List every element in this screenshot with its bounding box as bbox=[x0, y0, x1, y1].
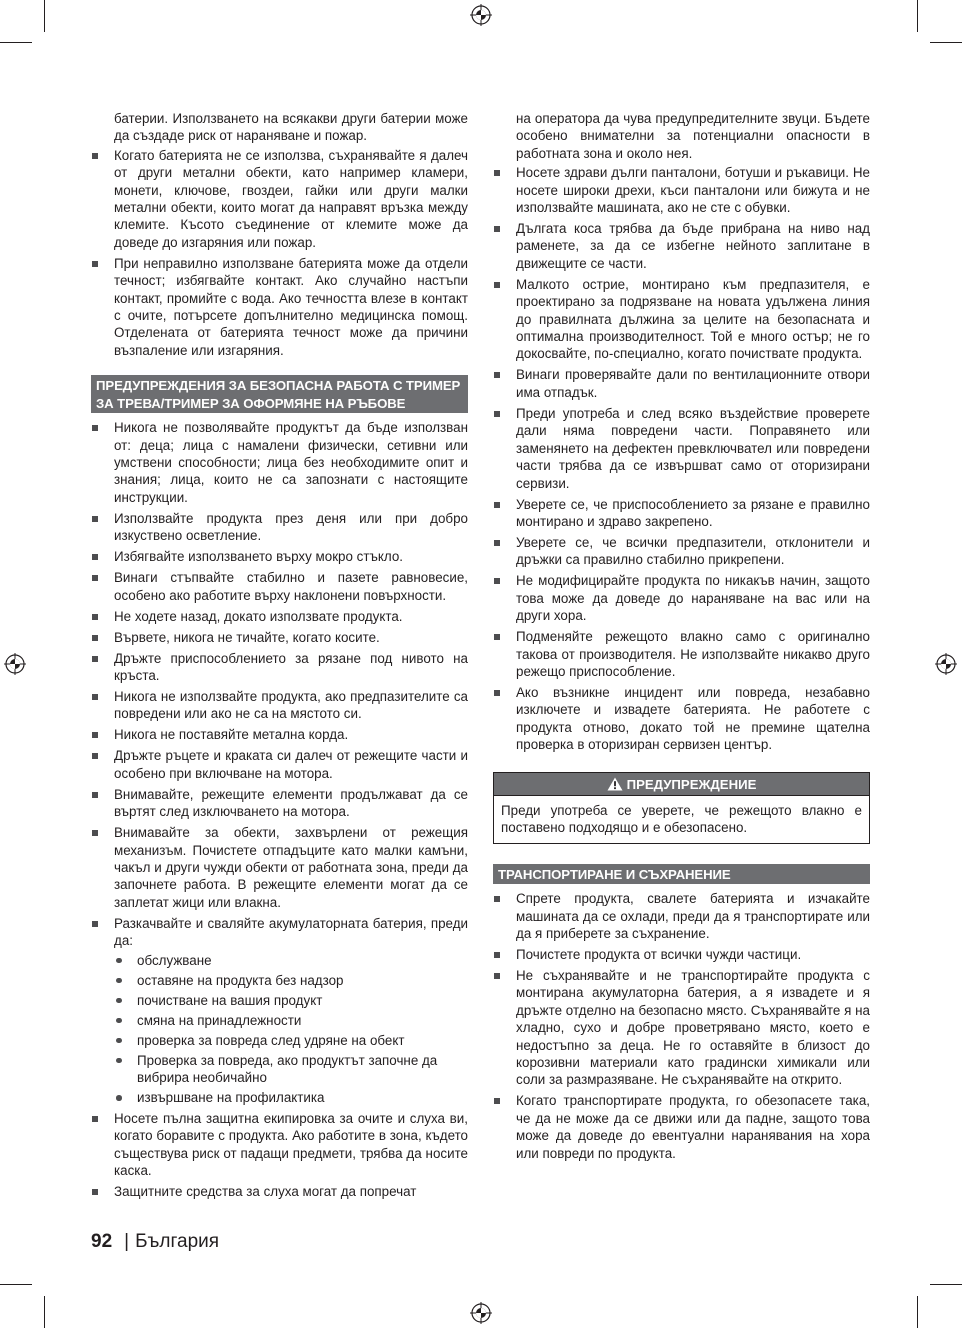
list-item: Носете пълна защитна екипировка за очите и слуха ви, когато боравите с продукта. Ако работите в зона, където съществува риск от падащи предмети, трябва да носите каска. bbox=[91, 1110, 468, 1180]
list-item: Никога не позволявайте продуктът да бъде използван от: деца; лица с намалени физически, сетивни или умствени способности; лица без необходимите опит и знания; лица, които не са запознати с настоящите инструкции. bbox=[91, 419, 468, 506]
sub-list-item: почистване на вашия продукт bbox=[114, 992, 468, 1009]
list-item: Винаги проверявайте дали по вентилационните отвори има отпадък. bbox=[493, 366, 870, 401]
list-item: Не ходете назад, докато използвате продукта. bbox=[91, 608, 468, 625]
list-item: Уверете се, че приспособлението за рязане е правилно монтирано и здраво закрепено. bbox=[493, 496, 870, 531]
registration-mark-icon bbox=[935, 653, 957, 675]
left-column bbox=[91, 110, 468, 1204]
warning-box bbox=[493, 772, 870, 844]
warning-triangle-icon bbox=[607, 777, 623, 791]
crop-mark bbox=[44, 0, 45, 32]
section-heading-transport: ТРАНСПОРТИРАНЕ И СЪХРАНЕНИЕ bbox=[493, 864, 870, 884]
list-item: Използвайте продукта през деня или при добро изкуствено осветление. bbox=[91, 510, 468, 545]
list-item: Вървете, никога не тичайте, когато косите. bbox=[91, 629, 468, 646]
sub-list-item: смяна на принадлежности bbox=[114, 1012, 468, 1029]
registration-mark-icon bbox=[470, 4, 492, 26]
sub-list-item: проверка за повреда след удряне на обект bbox=[114, 1032, 468, 1049]
registration-mark-icon bbox=[470, 1302, 492, 1324]
footer-language: България bbox=[135, 1231, 220, 1252]
list-item: Внимавайте за обекти, захвърлени от режещия механизъм. Почистете отпадъците като малки камъни, чакъл и други чужди обекти от работната зона, преди да започнете работа. В режещите елементи могат да се заплетат жици или влакна. bbox=[91, 824, 468, 911]
list-item: Избягвайте използването върху мокро стъкло. bbox=[91, 548, 468, 565]
section-heading-safety: ПРЕДУПРЕЖДЕНИЯ ЗА БЕЗОПАСНА РАБОТА С ТРИМЕР ЗА ТРЕВА/ТРИМЕР ЗА ОФОРМЯНЕ НА РЪБОВЕ bbox=[91, 375, 468, 413]
sub-list-item: оставяне на продукта без надзор bbox=[114, 972, 468, 989]
list-item: При неправилно използване батерията може да отдели течност; избягвайте контакт. Ако случайно настъпи контакт, промийте с вода. Ако течността влезе в контакт с очите, потърсете допълнително медицинска помощ. Отделената от батерията течност може да причини възпаление или изгаряния. bbox=[91, 255, 468, 359]
list-item: Подменяйте режещото влакно само с оригинално такова от производителя. Не използвайте никакво друго режещо приспособление. bbox=[493, 628, 870, 680]
crop-mark bbox=[44, 1296, 45, 1328]
sub-list-item: обслужване bbox=[114, 952, 468, 969]
list-item: Винаги стъпвайте стабилно и пазете равновесие, особено ако работите върху наклонени повърхности. bbox=[91, 569, 468, 604]
list-item: Дръжте приспособлението за рязане под нивото на кръста. bbox=[91, 650, 468, 685]
list-item: Преди употреба и след всяко въздействие проверете дали няма повредени части. Поправянето или заменянето на дефектен превключвател или повредени части трябва да се извършват само от оторизирани сервизи. bbox=[493, 405, 870, 492]
list-item: Не модифицирайте продукта по никакъв начин, защото това може да доведе до нараняване на вас или на други хора. bbox=[493, 572, 870, 624]
crop-mark bbox=[917, 1296, 918, 1328]
battery-bullet-list bbox=[91, 147, 468, 359]
crop-mark bbox=[930, 42, 962, 43]
list-item: Когато батерията не се използва, съхранявайте я далеч от други метални обекти, като например кламери, монети, ключове, гвоздеи, гайки или други малки метални обекти, които могат да направят връзка между клемите. Късото съединение от клемите може да доведе до изгаряния или пожар. bbox=[91, 147, 468, 251]
warning-title: ПРЕДУПРЕЖДЕНИЕ bbox=[626, 776, 757, 792]
page-number: 92 bbox=[91, 1231, 113, 1252]
sub-list-item: Проверка за повреда, ако продуктът започне да вибрира необичайно bbox=[114, 1052, 468, 1087]
registration-mark-icon bbox=[4, 653, 26, 675]
sub-bullet-list bbox=[114, 952, 468, 1107]
warning-text: Преди употреба се уверете, че режещото влакно е поставено подходящо и е обезопасено. bbox=[501, 802, 862, 836]
safety-bullet-list-continued bbox=[493, 164, 870, 753]
list-item: Дръжте ръцете и краката си далеч от режещите части и особено при включване на мотора. bbox=[91, 747, 468, 782]
sub-list-item: извършване на профилактика bbox=[114, 1089, 468, 1106]
transport-bullet-list bbox=[493, 890, 870, 1162]
list-item: Спрете продукта, свалете батерията и изчакайте машината да се охлади, преди да я транспортирате или да я приберете за съхранение. bbox=[493, 890, 870, 942]
crop-mark bbox=[917, 0, 918, 32]
intro-paragraph: батерии. Използването на всякакви други батерии може да създаде риск от нараняване и пожар. bbox=[114, 111, 468, 144]
list-item: Почистете продукта от всички чужди частици. bbox=[493, 946, 870, 963]
list-item: Внимавайте, режещите елементи продължават да се въртят след изключването на мотора. bbox=[91, 786, 468, 821]
list-item: Не съхранявайте и не транспортирайте продукта с монтирана акумулаторна батерия, а я извадете и я дръжте отделно на безопасно място. Съхранявайте я на хладно, сухо и добре проветрявано място, което е недостъпно за деца. Не го оставяйте в близост до корозивни материали като градински химикали или соли за размразяване. Не съхранявайте на открито. bbox=[493, 967, 870, 1089]
safety-bullet-list bbox=[91, 419, 468, 1201]
list-item-text: Разкачвайте и сваляйте акумулаторната батерия, преди да: bbox=[114, 915, 468, 949]
crop-mark bbox=[930, 1284, 962, 1285]
crop-mark bbox=[0, 1284, 32, 1285]
footer-separator: | bbox=[124, 1231, 130, 1252]
list-item: Никога не поставяйте метална корда. bbox=[91, 726, 468, 743]
list-item-disconnect bbox=[91, 915, 468, 1107]
list-item: Когато транспортирате продукта, го обезопасете така, че да не може да се движи или да падне, защото това може да доведе до евентуални наранявания на хора или повреди по продукта. bbox=[493, 1092, 870, 1162]
list-item: Ако възникне инцидент или повреда, незабавно изключете и извадете батерията. Не работете с продукта отново, докато той не премине щателна проверка в оторизиран сервизен център. bbox=[493, 684, 870, 754]
crop-mark bbox=[0, 42, 32, 43]
list-item: Уверете се, че всички предпазители, отклонители и дръжки са правилно стабилно прикрепени. bbox=[493, 534, 870, 569]
right-column bbox=[493, 110, 870, 1166]
page-footer bbox=[91, 1230, 219, 1254]
list-item: Малкото острие, монтирано към предпазителя, е проектирано за подрязване на новата удължена линия до правилната дължина за целите на безопасната и оптимална производителност. Той е много остър; не го докосвайте, по-специално, когато почиствате продукта. bbox=[493, 276, 870, 363]
list-item: Дългата коса трябва да бъде прибрана на ниво над раменете, за да се избегне нейното заплитане в движещите се части. bbox=[493, 220, 870, 272]
list-item: Никога не използвайте продукта, ако предпазителите са повредени или ако не са на мястото си. bbox=[91, 688, 468, 723]
continued-paragraph: на оператора да чува предупредителните звуци. Бъдете особено внимателни за потенциални опасности в работната зона и около нея. bbox=[516, 111, 870, 161]
list-item: Защитните средства за слуха могат да попречат bbox=[91, 1183, 468, 1200]
warning-header bbox=[494, 773, 869, 796]
list-item: Носете здрави дълги панталони, ботуши и ръкавици. Не носете широки дрехи, къси панталони или бижута и не използвайте машината, ако не сте с обувки. bbox=[493, 164, 870, 216]
